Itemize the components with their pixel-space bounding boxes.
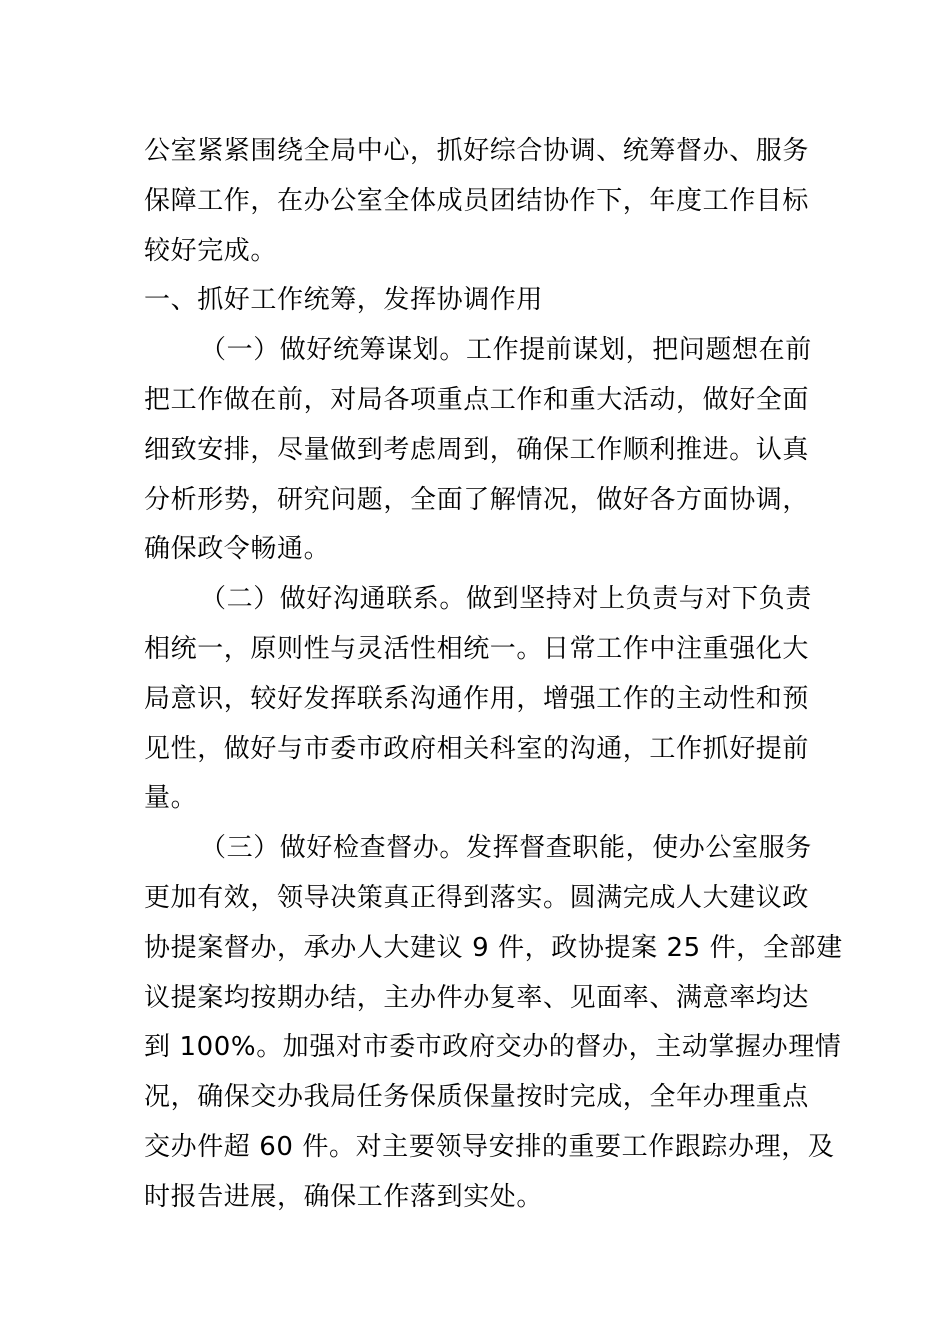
document-body: [144, 127, 843, 1223]
text-line: 更加有效，领导决策真正得到落实。圆满完成人大建议政: [144, 882, 810, 913]
text-line: 一、抓好工作统筹，发挥协调作用: [144, 285, 544, 316]
text-line: 量。: [144, 783, 198, 814]
text-line: 时报告进展，确保工作落到实处。: [144, 1181, 544, 1212]
text-line: 较好完成。: [144, 235, 278, 266]
text-line: 交办件超 60 件。对主要领导安排的重要工作跟踪办理，及: [144, 1131, 835, 1162]
text-line: 保障工作，在办公室全体成员团结协作下，年度工作目标: [144, 185, 810, 216]
text-line: 把工作做在前，对局各项重点工作和重大活动，做好全面: [144, 384, 810, 415]
paragraph-first-line: （三）做好检查督办。发挥督查职能，使办公室服务: [200, 833, 812, 864]
text-line: 分析形势，研究问题，全面了解情况，做好各方面协调，: [144, 484, 810, 515]
text-line: 见性，做好与市委市政府相关科室的沟通，工作抓好提前: [144, 733, 810, 764]
paragraph-first-line: （一）做好统筹谋划。工作提前谋划，把问题想在前: [200, 335, 812, 366]
text-line: 协提案督办，承办人大建议 9 件，政协提案 25 件，全部建: [144, 932, 843, 963]
text-line: 到 100%。加强对市委市政府交办的督办，主动掌握办理情: [144, 1032, 842, 1063]
text-line: 况，确保交办我局任务保质保量按时完成，全年办理重点: [144, 1082, 810, 1113]
text-line: 局意识，较好发挥联系沟通作用，增强工作的主动性和预: [144, 683, 810, 714]
text-line: 公室紧紧围绕全局中心，抓好综合协调、统筹督办、服务: [144, 136, 810, 166]
paragraph-first-line: （二）做好沟通联系。做到坚持对上负责与对下负责: [200, 584, 812, 615]
text-line: 确保政令畅通。: [144, 534, 331, 565]
text-line: 细致安排，尽量做到考虑周到，确保工作顺利推进。认真: [144, 434, 810, 465]
text-line: 相统一，原则性与灵活性相统一。日常工作中注重强化大: [144, 633, 810, 664]
text-line: 议提案均按期办结，主办件办复率、见面率、满意率均达: [144, 982, 810, 1013]
